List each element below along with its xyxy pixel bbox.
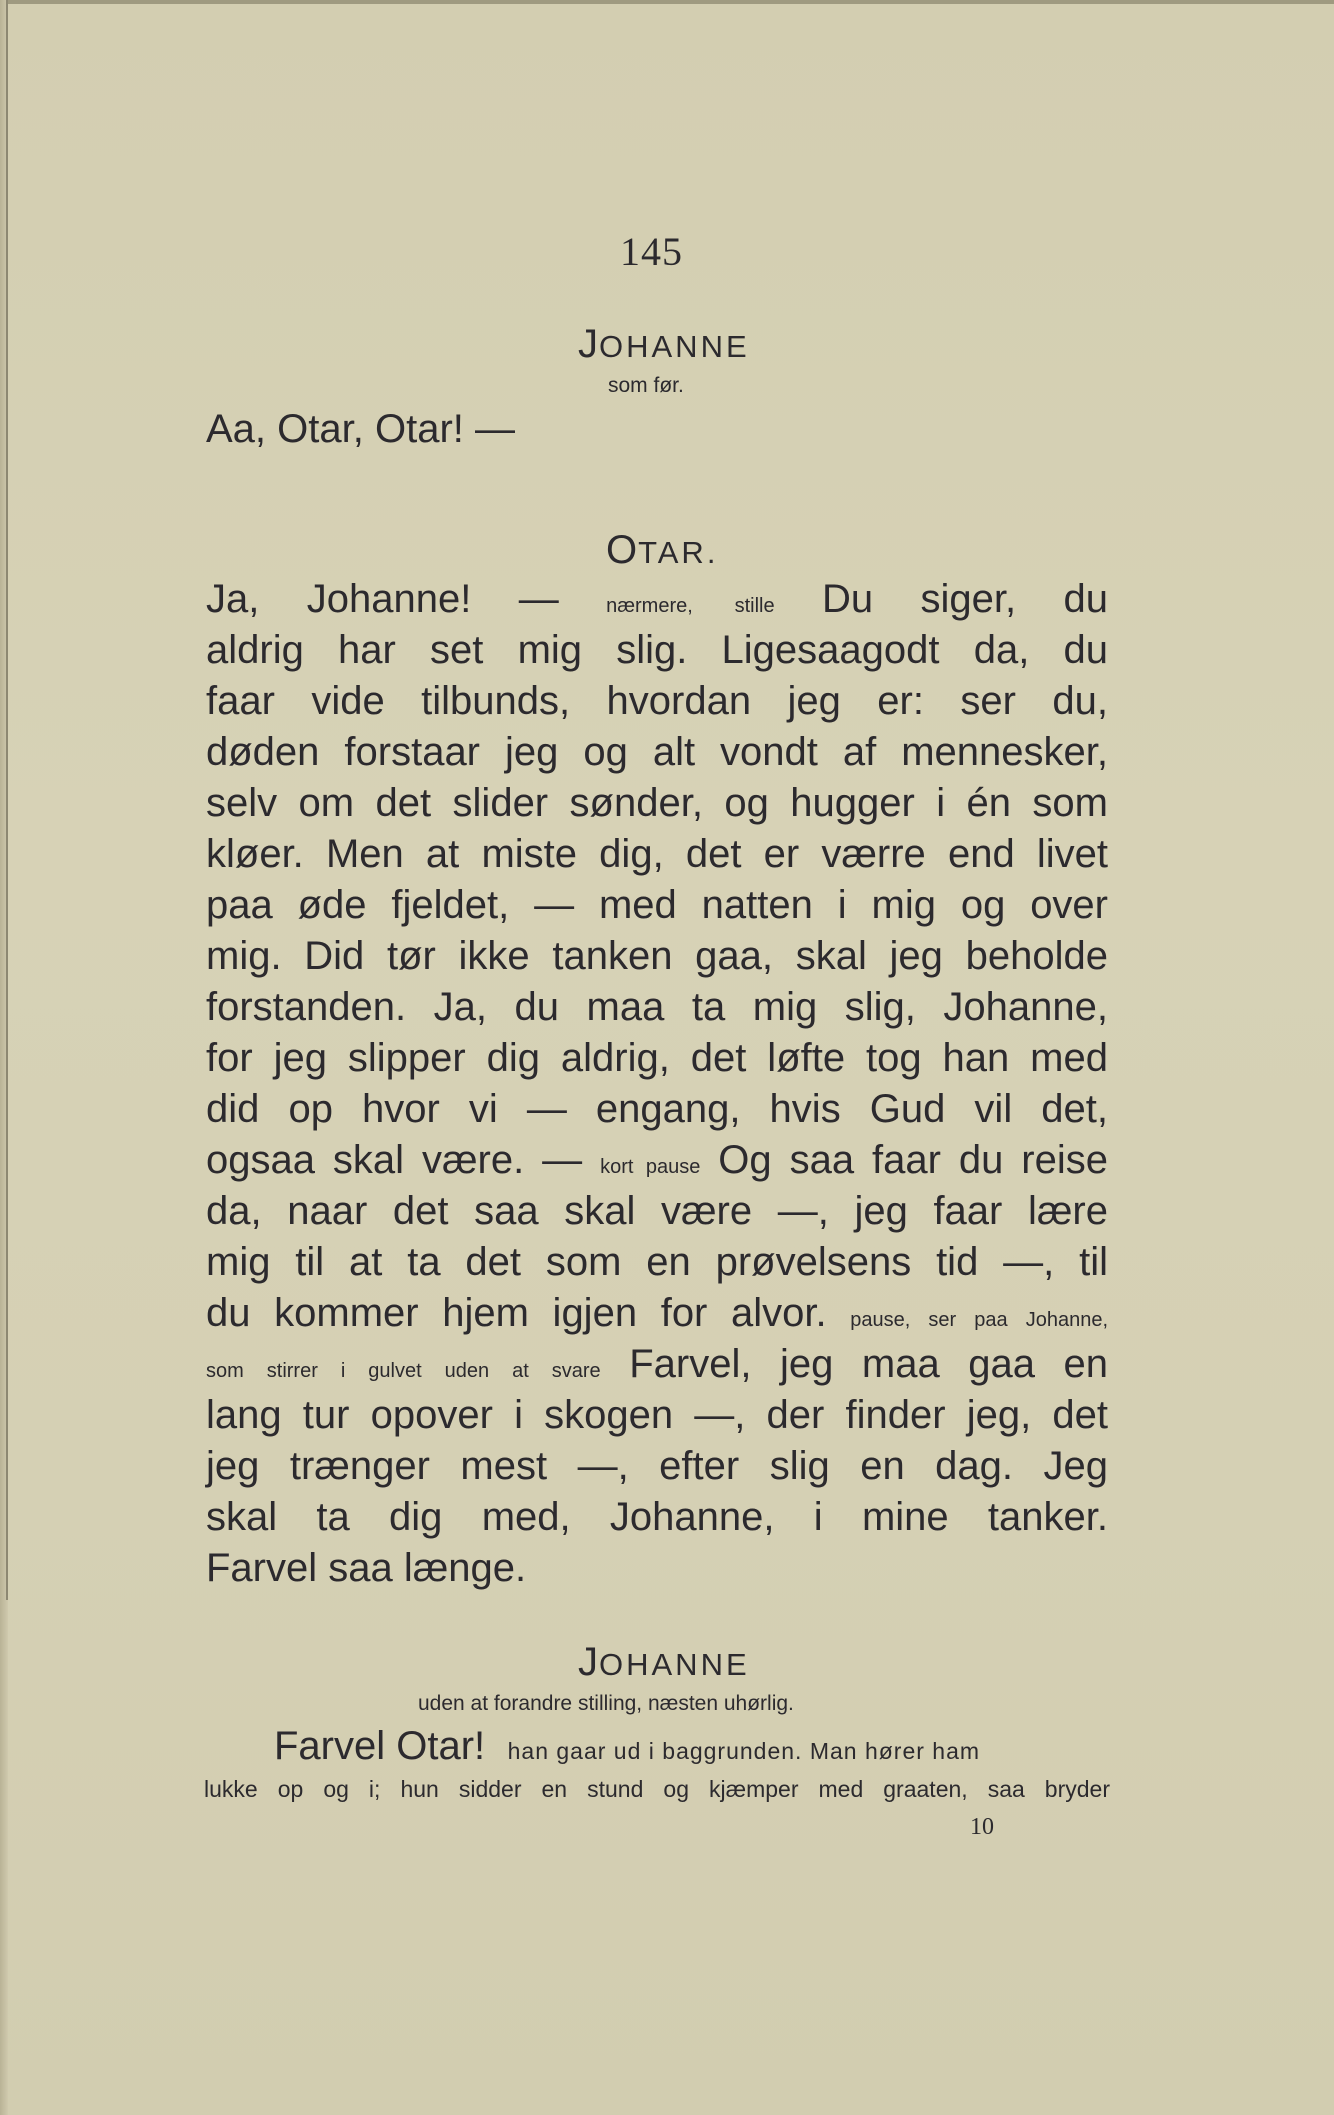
inline-stage-direction: pause, ser paa Johanne, (850, 1309, 1108, 1331)
page-number: 145 (620, 229, 683, 274)
page-binding-line (6, 0, 8, 1600)
closing-line (274, 1724, 980, 1769)
dialogue-line: Aa, Otar, Otar! — (206, 407, 515, 451)
dialogue-line: faar vide tilbunds, hvordan jeg er: ser du, (206, 679, 1108, 723)
dialogue-line: aldrig har set mig slig. Ligesaagodt da, du (206, 628, 1108, 672)
page-top-edge (0, 0, 1334, 4)
dialogue-line: Ja, Johanne! — nærmere, stille Du siger, du (206, 577, 1108, 621)
closing-stage-direction-continued: lukke op og i; hun sidder en stund og kjæmper med graaten, saa bryder (204, 1776, 1110, 1802)
inline-stage-direction: nærmere, stille (606, 595, 775, 617)
dialogue-line: mig. Did tør ikke tanken gaa, skal jeg beholde (206, 934, 1108, 978)
dialogue-line: som stirrer i gulvet uden at svare Farvel, jeg maa gaa en (206, 1342, 1108, 1386)
dialogue-line: for jeg slipper dig aldrig, det løfte tog han med (206, 1036, 1108, 1080)
speaker-rest: OHANNE (599, 329, 750, 364)
speaker-rest: TAR. (638, 535, 719, 570)
speaker-otar (606, 528, 718, 573)
speaker-initial: O (606, 528, 639, 572)
dialogue-line: jeg trænger mest —, efter slig en dag. Jeg (206, 1444, 1108, 1488)
stage-direction-som-for: som før. (608, 374, 684, 397)
inline-stage-direction: kort pause (600, 1156, 701, 1178)
dialogue-line: da, naar det saa skal være —, jeg faar lære (206, 1189, 1108, 1233)
speaker-johanne-2 (578, 1640, 750, 1685)
dialogue-line: døden forstaar jeg og alt vondt af mennesker, (206, 730, 1108, 774)
dialogue-line: skal ta dig med, Johanne, i mine tanker. (206, 1495, 1108, 1539)
dialogue-line: did op hvor vi — engang, hvis Gud vil det, (206, 1087, 1108, 1131)
dialogue-line: selv om det slider sønder, og hugger i én som (206, 781, 1108, 825)
dialogue-line: du kommer hjem igjen for alvor. pause, ser paa Johanne, (206, 1291, 1108, 1335)
speaker-initial: J (578, 1640, 599, 1684)
closing-speech: Farvel Otar! (274, 1724, 486, 1768)
closing-stage-direction: han gaar ud i baggrunden. Man hører ham (507, 1738, 981, 1764)
signature-mark: 10 (970, 1814, 994, 1840)
dialogue-line: Farvel saa længe. (206, 1546, 527, 1590)
stage-direction-uden-at-forandre: uden at forandre stilling, næsten uhørlig. (418, 1692, 794, 1715)
dialogue-line: mig til at ta det som en prøvelsens tid —, til (206, 1240, 1108, 1284)
dialogue-line: ogsaa skal være. — kort pause Og saa faar du reise (206, 1138, 1108, 1182)
inline-stage-direction: som stirrer i gulvet uden at svare (206, 1360, 601, 1382)
dialogue-line: lang tur opover i skogen —, der finder jeg, det (206, 1393, 1108, 1437)
speaker-initial: J (578, 322, 599, 366)
speaker-johanne-1 (578, 322, 750, 367)
speaker-rest: OHANNE (599, 1647, 750, 1682)
dialogue-line: paa øde fjeldet, — med natten i mig og over (206, 883, 1108, 927)
dialogue-line: forstanden. Ja, du maa ta mig slig, Johanne, (206, 985, 1108, 1029)
dialogue-line: kløer. Men at miste dig, det er værre end livet (206, 832, 1108, 876)
